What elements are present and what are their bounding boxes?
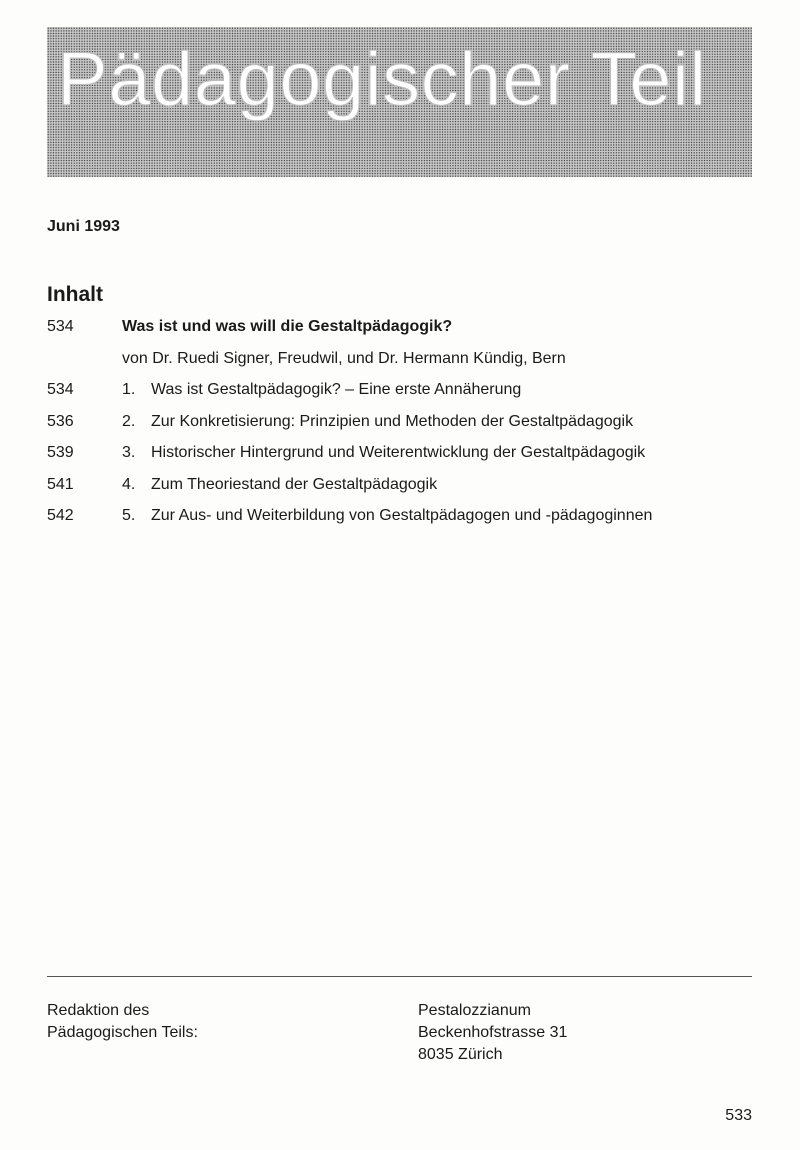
toc-section-title: Zur Konkretisierung: Prinzipien und Methoden der Gestaltpädagogik [151, 412, 634, 430]
address-line: 8035 Zürich [418, 1046, 503, 1063]
toc-section-title: Zum Theoriestand der Gestaltpädagogik [151, 475, 438, 493]
toc-section-title: Historischer Hintergrund und Weiterentwicklung der Gestaltpädagogik [151, 444, 646, 461]
toc-page-number: 534 [47, 381, 74, 398]
footer-divider [47, 976, 752, 977]
toc-section-title: Was ist Gestaltpädagogik? – Eine erste Annäherung [151, 381, 522, 398]
editorial-address [418, 1000, 567, 1066]
toc-main-article [47, 316, 747, 348]
toc-heading: Inhalt [47, 283, 103, 306]
toc-page-number: 536 [47, 412, 74, 430]
header-banner [47, 27, 752, 177]
toc-page-number: 541 [47, 475, 74, 493]
address-line: Pestalozzianum [418, 1002, 531, 1019]
toc-section-number: 3. [122, 444, 136, 461]
toc-authors-row [47, 348, 747, 380]
toc-article-authors: von Dr. Ruedi Signer, Freudwil, und Dr. Hermann Kündig, Bern [122, 349, 566, 367]
editorial-label-line: Pädagogischen Teils: [47, 1024, 198, 1041]
toc-section-number: 4. [122, 475, 136, 493]
page-number: 533 [725, 1107, 752, 1124]
toc-page-number: 542 [47, 507, 74, 524]
table-of-contents [47, 316, 747, 537]
issue-date: Juni 1993 [47, 218, 120, 235]
banner-title: Pädagogischer Teil [57, 37, 707, 122]
toc-section [47, 474, 747, 506]
toc-section [47, 379, 747, 411]
toc-section [47, 505, 747, 537]
toc-section-title: Zur Aus- und Weiterbildung von Gestaltpädagogen und -pädagoginnen [151, 507, 653, 524]
address-line: Beckenhofstrasse 31 [418, 1024, 568, 1041]
editorial-label-line: Redaktion des [47, 1002, 150, 1019]
toc-page-number: 539 [47, 444, 74, 461]
toc-section-number: 1. [122, 381, 136, 398]
toc-section-number: 5. [122, 507, 136, 524]
toc-article-title: Was ist und was will die Gestaltpädagogik? [122, 318, 453, 335]
toc-section [47, 411, 747, 443]
toc-section [47, 442, 747, 474]
toc-page-number: 534 [47, 318, 74, 335]
toc-section-number: 2. [122, 412, 136, 430]
editorial-label [47, 1000, 198, 1044]
